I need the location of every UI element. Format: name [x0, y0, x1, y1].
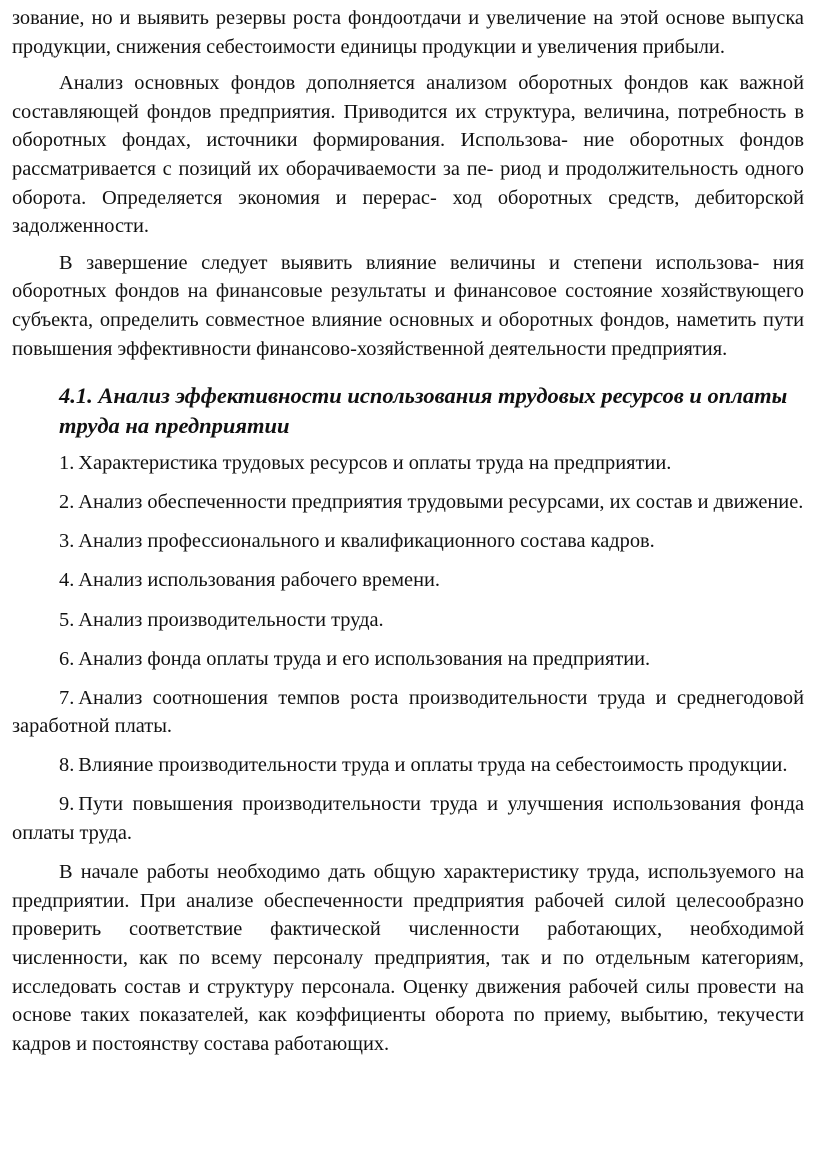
section-title: Анализ эффективности использования трудовых ресурсов и оплаты труда на предприятии	[59, 383, 788, 439]
list-item-number: 2.	[59, 491, 75, 514]
list-item-text: Влияние производительности труда и оплаты труда на себестоимость продукции.	[78, 754, 788, 777]
list-item	[12, 606, 804, 635]
paragraph-current-assets: Анализ основных фондов дополняется анализом оборотных фондов как важной составляющей фондов предприятия. Приводится их структура, величина, потребность в оборотных фондах, источники формирования. Использова- ние оборотных фондов рассматривается с позиций их оборачиваемости за пе- риод и продолжительность одного оборота. Определяется экономия и перерас- ход оборотных средств, дебиторской задолженности.	[12, 72, 804, 238]
list-item	[12, 566, 804, 595]
list-item-number: 7.	[59, 686, 75, 709]
list-item-text: Анализ производительности труда.	[78, 608, 384, 631]
list-item-number: 8.	[59, 754, 75, 777]
list-item-text: Анализ профессионального и квалификационного состава кадров.	[78, 530, 655, 553]
document-page	[12, 4, 804, 1066]
list-item-text: Анализ фонда оплаты труда и его использования на предприятии.	[78, 647, 651, 670]
list-item	[12, 527, 804, 556]
list-item-text: Характеристика трудовых ресурсов и оплаты труда на предприятии.	[78, 452, 672, 475]
list-item	[12, 488, 804, 517]
paragraph-conclusion: В завершение следует выявить влияние величины и степени использова- ния оборотных фондов на финансовые результаты и финансовое состояние хозяйствующего субъекта, определить совместное влияние основных и оборотных фондов, наметить пути повышения эффективности финансово-хозяйственной деятельности предприятия.	[12, 251, 804, 360]
list-item-number: 6.	[59, 647, 75, 670]
paragraph-continuation: зование, но и выявить резервы роста фондоотдачи и увеличение на этой основе выпуска продукции, снижения себестоимости единицы продукции и увеличения прибыли.	[12, 7, 804, 58]
list-item	[12, 449, 804, 478]
list-item-text: Анализ использования рабочего времени.	[78, 569, 441, 592]
list-item	[12, 790, 804, 847]
list-item-number: 4.	[59, 569, 75, 592]
list-item	[12, 684, 804, 741]
list-item-number: 3.	[59, 530, 75, 553]
list-item-text: Анализ обеспеченности предприятия трудовыми ресурсами, их состав и движение.	[78, 491, 804, 514]
list-item	[12, 751, 804, 780]
paragraph-labor-overview: В начале работы необходимо дать общую характеристику труда, используемого на предприятии. При анализе обеспеченности предприятия рабочей силой целесообразно проверить соответствие фактической численности работающих, необходимой численности, как по всему персоналу предприятия, так и по отдельным категориям, исследовать состав и структуру персонала. Оценку движения рабочей силы провести на основе таких показателей, как коэффициенты оборота по приему, выбытию, текучести кадров и постоянству состава работающих.	[12, 861, 804, 1055]
list-item-number: 1.	[59, 452, 75, 475]
list-item-number: 9.	[59, 793, 75, 816]
list-item-text: Пути повышения производительности труда и улучшения использования фонда оплаты труда.	[12, 793, 804, 845]
section-number: 4.1.	[59, 383, 93, 409]
list-item-number: 5.	[59, 608, 75, 631]
list-item-text: Анализ соотношения темпов роста производительности труда и среднегодовой заработной платы.	[12, 686, 804, 738]
section-heading	[59, 381, 804, 441]
list-item	[12, 645, 804, 674]
